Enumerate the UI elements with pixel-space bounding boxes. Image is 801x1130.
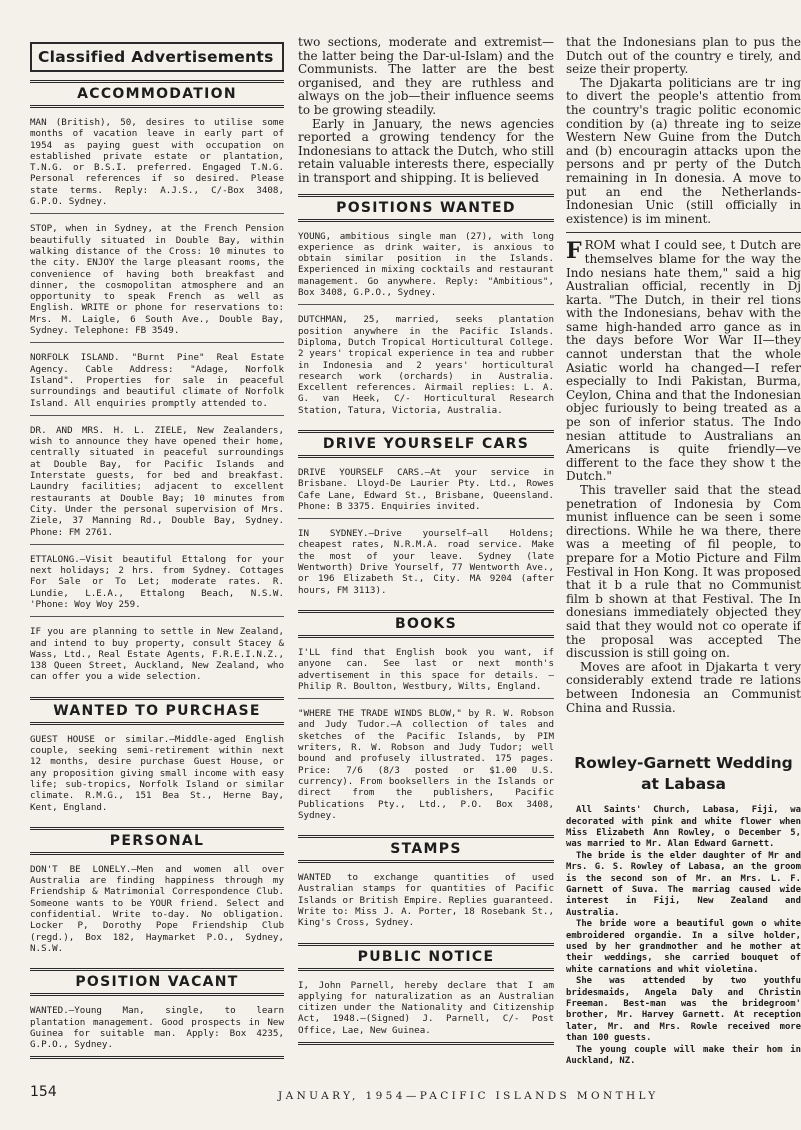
ad-drive-cars-1: DRIVE YOURSELF CARS.—At your service in Brisbane. Lloyd-De Laurier Pty. Ltd., Rowes Cafe Lane, Edward St., Brisbane, Queensland. Phone: B 3375. Enquiries invited. [298, 464, 554, 519]
indonesia-article [566, 36, 801, 715]
heading-books: BOOKS [298, 610, 554, 638]
page-number: 154 [30, 1084, 57, 1100]
article-para-b: The Djakarta politicians are tr ing to divert the people's attentio from the country's tragic politic economic condition by (a) threate ing to seize Western New Guine from the Dutch and (b) encouragin attacks upon the persons and pr perty of the Dutch remaining in In donesia. A move to put an end the Netherlands-Indonesian Unic (still officially in existence) is im minent. [566, 75, 801, 226]
wedding-para-2: The bride is the elder daughter of Mr and Mrs. G. S. Rowley of Labasa, an the groom is the second son of Mr. an Mrs. L. F. Garnett of Suva. The marriag caused wide interest in Fiji, New Zealand and Australia. [566, 850, 801, 918]
heading-wanted-to-purchase: WANTED TO PURCHASE [30, 697, 284, 725]
article-para-d: This traveller said that the stead penetration of Indonesia by Com munist influence can be seen i some directions. While he wa there, there was a meeting of fil people, to prepare for a Motio Picture and Film Festival in Hon Kong. It was proposed that it b a rule that no Communist film b shown at that Festival. The In donesians immediately objected they said that they would not co operate if the proposal was accepted The discussion is still going on. [566, 483, 801, 661]
ad-positions-wanted-2: DUTCHMAN, 25, married, seeks plantation position anywhere in the Pacific Islands. Diploma, Dutch Tropical Horticultural College. 2 years' tropical experience in tea and rubber in Indonesia and 2 years' horticultural research work (orchards) in Australia. Excellent references. Airmail replies: L. A. G. van Heek, C/- Horticultural Research Station, Tatura, Victoria, Australia. [298, 314, 554, 416]
heading-public-notice: PUBLIC NOTICE [298, 943, 554, 971]
article-para-c [566, 239, 801, 484]
ad-wanted-purchase-1: GUEST HOUSE or similar.—Middle-aged English couple, seeking semi-retirement within next 12 months, desire purchase Guest House, or any proposition giving small income with easy life; sub-tropics, Norfolk Island or similar climate. R.M.G., 151 Bea St., Herne Bay, Kent, England. [30, 733, 284, 813]
ad-positions-wanted-1: YOUNG, ambitious single man (27), with long experience as drink waiter, is anxious to obtain similar position in the Islands. Experienced in mixing cocktails and restaurant management. Go anywhere. Reply: "Ambitious", Box 3408, G.P.O., Sydney. [298, 228, 554, 306]
article-para-1: two sections, moderate and extremist—the latter being the Dar-ul-Islam) and the Communists. The latter are the best organised, and they are ruthless and always on the job—their influence seems to be growing steadily. [298, 35, 554, 117]
wedding-para-1: All Saints' Church, Labasa, Fiji, wa decorated with pink and white flower when Miss Elizabeth Ann Rowley, o December 5, was married to Mr. Alan Edward Garnett. [566, 805, 801, 850]
article-para-c-text: ROM what I could see, t Dutch are themselves blame for the way the Indo nesians hate them," said a hig Australian official, recently in Dj karta. "The Dutch, in their rel tions with the Indonesians, behav with the same high-handed arro gance as in the days before Wor War II—they cannot understan that the whole Asiatic world ha changed—I refer especially to Indi Pakistan, Burma, Ceylon, China and that the Indonesian objec furiously to being treated as a pe son of inferior status. The Indo nesian attitude to Australians an Americans is quite friendly—ve different to the face they show t the Dutch." [566, 238, 801, 484]
ad-drive-cars-2: IN SYDNEY.—Drive yourself—all Holdens; cheapest rates, N.R.M.A. road service. Make the most of your leave. Sydney (late Wentworth) Drive Yourself, 77 Wentworth Ave., or 196 Elizabeth St., City. MA 9204 (after hours, FM 3113). [298, 528, 554, 596]
column-right [566, 0, 801, 1067]
article-para-a: that the Indonesians plan to pus the Dutch out of the country e tirely, and seize their property. [566, 35, 801, 77]
ad-position-vacant-1: WANTED.—Young Man, single, to learn plantation management. Good prospects in New Guinea for suitable man. Apply: Box 4235, G.P.O., Sydney. [30, 1002, 284, 1059]
ad-accommodation-6: IF you are planning to settle in New Zealand, and intend to buy property, consult Stacey & Wass, Ltd., Real Estate Agents, F.R.E.I.N.Z., 138 Queen Street, Auckland, New Zealand, who can offer you a wide selection. [30, 626, 284, 683]
article-para-2: Early in January, the news agencies reported a growing tendency for the Indonesians to attack the Dutch, who still retain valuable interests there, especially in transport and shipping. It is believed [298, 116, 554, 185]
ad-accommodation-5: ETTALONG.—Visit beautiful Ettalong for your next holidays; 2 hrs. from Sydney. Cottages For Sale or To Let; moderate rates. R. Lundie, L.E.A., Ettalong Beach, N.S.W. 'Phone: Woy Woy 259. [30, 551, 284, 617]
ad-accommodation-4: DR. AND MRS. H. L. ZIELE, New Zealanders, wish to announce they have opened their home, centrally situated in peaceful surroundings at Double Bay, for Pacific Islands and Interstate guests, for bed and breakfast. Laundry facilities; adjacent to excellent restaurants at Double Bay; 10 minutes from City. Under the personal supervision of Mrs. Ziele, 37 Manning Rd., Double Bay, Sydney. Phone: FM 2761. [30, 422, 284, 545]
ad-accommodation-3: NORFOLK ISLAND. "Burnt Pine" Real Estate Agency. Cable Address: "Adage, Norfolk Island". Properties for sale in peaceful surroundings and beautiful climate of Norfolk Island. All enquiries promptly attended to. [30, 349, 284, 415]
ad-personal-1: DON'T BE LONELY.—Men and women all over Australia are finding happiness through my Friendship & Matrimonial Correspondence Club. Someone wants to be YOUR friend. Select and confidential. Write to-day. No obligation. Locker P, Dorothy Pope Friendship Club (regd.), Box 182, Haymarket P.O., Sydney, N.S.W. [30, 863, 284, 954]
wedding-article [566, 805, 801, 1067]
wedding-para-3: The bride wore a beautiful gown o white embroidered organdie. In a silve holder, used by her grandmother and he mother at their weddings, she carried bouquet of white carnations and whit violetina. [566, 919, 801, 975]
wedding-para-5: The young couple will make their hom in Auckland, NZ. [566, 1044, 801, 1067]
heading-personal: PERSONAL [30, 827, 284, 855]
article-para-e: Moves are afoot in Djakarta t very considerably extend trade re lations between Indonesia an Communist China and Russia. [566, 659, 801, 715]
drop-cap: F [566, 238, 582, 265]
heading-accommodation: ACCOMMODATION [30, 80, 284, 108]
ad-stamps-1: WANTED to exchange quantities of used Australian stamps for quantities of Pacific Islands or British Empire. Replies guaranteed. Write to: Miss J. A. Porter, 18 Rosebank St., King's Cross, Sydney. [298, 872, 554, 929]
article-divider [566, 232, 801, 233]
column-left [30, 0, 284, 1065]
ad-books-1: I'LL find that English book you want, if anyone can. See last or next month's advertisement in this space for details. —Philip R. Boulton, Westbury, Wilts, England. [298, 644, 554, 699]
ad-accommodation-1: MAN (British), 50, desires to utilise some months of vacation leave in early part of 1954 as paying guest with occupation on established private estate or plantation, T.N.G. or B.S.I. preferred. Engaged T.N.G. Personal references if so desired. Please state terms. Reply: A.J.S., C/-Box 3408, G.P.O. Sydney. [30, 114, 284, 214]
wedding-title: Rowley-Garnett Wedding at Labasa [574, 754, 793, 794]
heading-drive-yourself-cars: DRIVE YOURSELF CARS [298, 430, 554, 458]
heading-positions-wanted: POSITIONS WANTED [298, 194, 554, 222]
ad-public-notice-1: I, John Parnell, hereby declare that I am applying for naturalization as an Australian citizen under the Nationality and Citizenship Act, 1948.—(Signed) J. Parnell, C/- Post Office, Lae, New Guinea. [298, 977, 554, 1045]
footer-text: JANUARY, 1954—PACIFIC ISLANDS MONTHLY [278, 1090, 659, 1102]
section-title: Classified Advertisements [30, 42, 284, 72]
ad-accommodation-2: STOP, when in Sydney, at the French Pension beautifully situated in Double Bay, within walking distance of the Cross: 10 minutes to the city. ENJOY the large pleasant rooms, the convenience of having both breakfast and dinner, the cosmopolitan atmosphere and an opportunity to speak French as well as English. WRITE or phone for reservations to: Mrs. M. Laigle, 6 South Ave., Double Bay, Sydney. Telephone: FB 3549. [30, 220, 284, 343]
heading-stamps: STAMPS [298, 835, 554, 863]
heading-position-vacant: POSITION VACANT [30, 968, 284, 996]
article-continuation [298, 36, 554, 186]
wedding-para-4: She was attended by two youthfu bridesmaids, Angela Daly and Christin Freeman. Best-man was the bridegroom' brother, Mr. Harvey Garnett. At reception later, Mr. and Mrs. Rowle received more than 100 guests. [566, 976, 801, 1044]
ad-books-2: "WHERE THE TRADE WINDS BLOW," by R. W. Robson and Judy Tudor.—A collection of tales and sketches of the Pacific Islands, by PIM writers, R. W. Robson and Judy Tudor; well bound and profusely illustrated. 175 pages. Price: 7/6 (8/3 posted or $1.00 U.S. currency). From booksellers in the Islands or direct from the publishers, Pacific Publications Pty., Ltd., P.O. Box 3408, Sydney. [298, 708, 554, 821]
column-middle [298, 0, 554, 1051]
